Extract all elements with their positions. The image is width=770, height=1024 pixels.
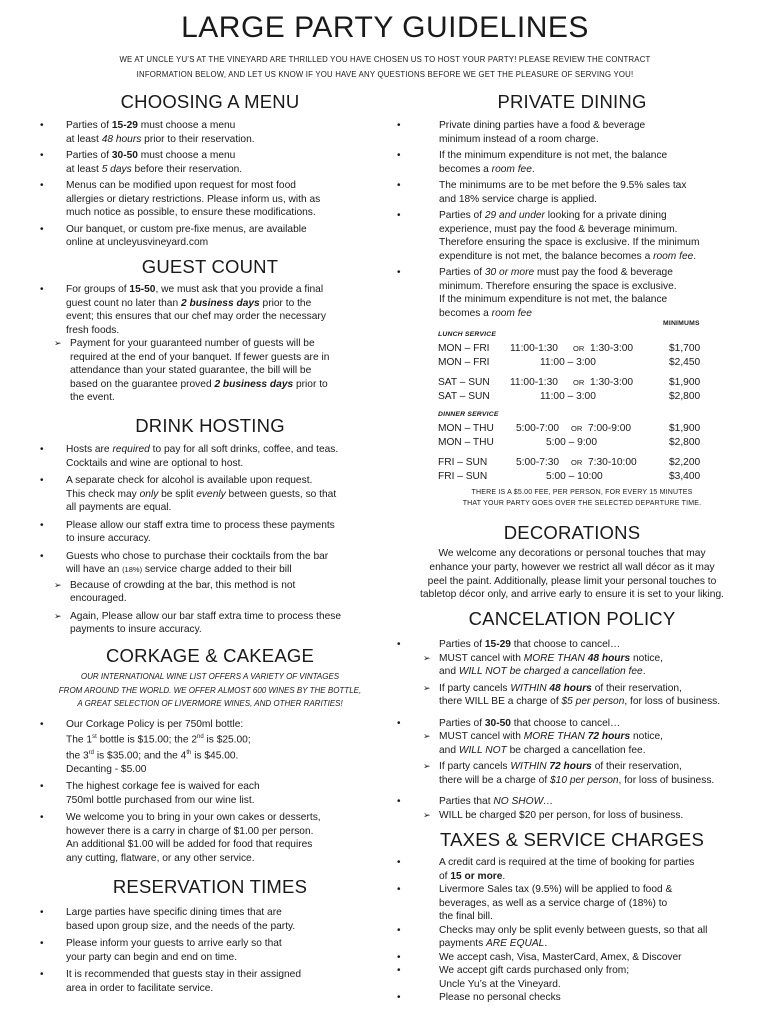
list-item: • Parties of 15-29 that choose to cancel… bbox=[397, 638, 747, 652]
list-item: • Menus can be modified upon request for most food allergies or dietary restrictions. Please inform us, with as much notice as possible, to ensure these modifications. bbox=[40, 179, 380, 220]
list-item: • The minimums are to be met before the 9.5% sales tax and 18% service charge is applied. bbox=[397, 179, 747, 206]
list-item: • Livermore Sales tax (9.5%) will be applied to food & beverages, as well as a service charge of (18%) to the final bill. bbox=[397, 883, 747, 924]
list-item: ➢ If party cancels WITHIN 48 hours of their reservation, there WILL BE a charge of $5 per person, for loss of business. bbox=[423, 682, 747, 709]
time-range: 11:00 – 3:00 bbox=[540, 391, 596, 402]
list-item: • We welcome you to bring in your own cakes or desserts, however there is a carry in charge of $1.00 per person. An additional $1.00 will be added for food that requires any cutting, flatware, or any other service. bbox=[40, 811, 380, 865]
dinner-service-label: DINNER SERVICE bbox=[438, 411, 499, 418]
day-range: FRI – SUN bbox=[438, 457, 488, 468]
schedule-row bbox=[438, 376, 708, 390]
time-slot: 5:00-7:30 bbox=[516, 457, 560, 468]
decorations-heading: DECORATIONS bbox=[503, 522, 641, 543]
list-item: • Hosts are required to pay for all soft drinks, coffee, and teas. Cocktails and wine are optional to host. bbox=[40, 443, 380, 470]
schedule-row bbox=[438, 456, 708, 470]
time-slot: 7:00-9:00 bbox=[588, 423, 632, 434]
list-item: • Please no personal checks bbox=[397, 991, 747, 1005]
schedule-row bbox=[438, 422, 708, 436]
list-item: ➢ If party cancels WITHIN 72 hours of their reservation, there will be a charge of $10 per person, for loss of business. bbox=[423, 760, 747, 787]
time-slot: 1:30-3:00 bbox=[590, 377, 634, 388]
list-item: • The highest corkage fee is waived for each 750ml bottle purchased from our wine list. bbox=[40, 780, 380, 807]
list-item: ➢ Again, Please allow our bar staff extra time to process these payments to insure accuracy. bbox=[54, 610, 380, 637]
list-item: ➢ WILL be charged $20 per person, for loss of business. bbox=[423, 809, 747, 823]
list-item: • A credit card is required at the time of booking for parties of 15 or more. bbox=[397, 856, 747, 883]
minimum-price: $2,450 bbox=[669, 357, 701, 368]
decorations-text: We welcome any decorations or personal touches that may enhance your party, however we restrict all wall décor as it may peel the paint. Additionally, please limit your personal touches to tabletop décor only, and arrive early to ensure it is set to your liking. bbox=[420, 548, 724, 601]
list-item: • A separate check for alcohol is available upon request. This check may only be split evenly between guests, so that all payments are equal. bbox=[40, 474, 380, 515]
list-item: ➢ MUST cancel with MORE THAN 72 hours notice, and WILL NOT be charged a cancellation fee. bbox=[423, 730, 747, 757]
list-item: ➢ MUST cancel with MORE THAN 48 hours notice, and WILL NOT be charged a cancellation fee. bbox=[423, 652, 747, 679]
list-item: • Parties of 29 and under looking for a private dining experience, must pay the food & beverage minimum. Therefore ensuring the space is exclusive. If the minimum expenditure is not met, the balance becomes a room fee. bbox=[397, 209, 747, 263]
list-item: • Parties that NO SHOW… bbox=[397, 795, 747, 809]
minimums-label: MINIMUMS bbox=[663, 320, 700, 327]
cancelation-section bbox=[397, 608, 747, 822]
schedule-row bbox=[438, 356, 708, 370]
list-item: • Parties of 30-50 must choose a menu at least 5 days before their reservation. bbox=[40, 149, 380, 176]
schedule-row bbox=[438, 390, 708, 404]
list-item: • Our banquet, or custom pre-fixe menus, are available online at uncleyusvineyard.com bbox=[40, 223, 380, 250]
list-item: • Please allow our staff extra time to process these payments to insure accuracy. bbox=[40, 519, 380, 546]
list-item: • If the minimum expenditure is not met, the balance becomes a room fee. bbox=[397, 149, 747, 176]
list-item: • Please inform your guests to arrive early so that your party can begin and end on time. bbox=[40, 937, 380, 964]
guest-count-heading: GUEST COUNT bbox=[141, 256, 279, 277]
reservation-heading: RESERVATION TIMES bbox=[112, 876, 308, 897]
day-range: MON – THU bbox=[438, 437, 494, 448]
lunch-service-label: LUNCH SERVICE bbox=[438, 331, 497, 338]
time-slot: 11:00-1:30 bbox=[510, 377, 558, 388]
corkage-intro-line: FROM AROUND THE WORLD. WE OFFER ALMOST 600 WINES BY THE BOTTLE, bbox=[58, 685, 362, 695]
drink-hosting-heading: DRINK HOSTING bbox=[135, 415, 285, 436]
page-title: LARGE PARTY GUIDELINES bbox=[181, 11, 589, 44]
fee-note: THERE IS A $5.00 FEE, PER PERSON, FOR EVERY 15 MINUTES THAT YOUR PARTY GOES OVER THE SELECTED DEPARTURE TIME. bbox=[462, 489, 702, 507]
day-range: MON – FRI bbox=[438, 357, 490, 368]
day-range: SAT – SUN bbox=[438, 391, 490, 402]
list-item: • We accept gift cards purchased only from; Uncle Yu’s at the Vineyard. bbox=[397, 964, 747, 991]
schedule-row bbox=[438, 470, 708, 484]
intro-line: INFORMATION BELOW, AND LET US KNOW IF YOU HAVE ANY QUESTIONS BEFORE WE GET THE PLEASURE OF SERVING YOU! bbox=[136, 70, 634, 79]
corkage-section bbox=[40, 645, 380, 865]
minimum-price: $3,400 bbox=[669, 471, 701, 482]
intro-line: WE AT UNCLE YU’S AT THE VINEYARD ARE THRILLED YOU HAVE CHOSEN US TO HOST YOUR PARTY! PLEASE REVIEW THE CONTRACT bbox=[119, 55, 651, 64]
list-item: • Large parties have specific dining times that are based upon group size, and the needs of the party. bbox=[40, 906, 380, 933]
list-item: • Our Corkage Policy is per 750ml bottle: The 1st bottle is $15.00; the 2nd is $25.00; the 3rd is $35.00; and the 4th is $45.00. Decanting - $5.00 bbox=[40, 718, 380, 777]
time-slot: 11:00-1:30 bbox=[510, 343, 558, 354]
choosing-menu-section bbox=[40, 91, 380, 250]
minimum-price: $1,900 bbox=[669, 423, 701, 434]
or-label: OR bbox=[571, 424, 583, 433]
list-item: • Parties of 30-50 that choose to cancel… bbox=[397, 717, 747, 731]
time-slot: 1:30-3:00 bbox=[590, 343, 634, 354]
time-slot: 5:00-7:00 bbox=[516, 423, 560, 434]
time-slot: 7:30-10:00 bbox=[588, 457, 637, 468]
time-range: 11:00 – 3:00 bbox=[540, 357, 596, 368]
list-item: • Checks may only be split evenly between guests, so that all payments ARE EQUAL. bbox=[397, 924, 747, 951]
corkage-heading: CORKAGE & CAKEAGE bbox=[106, 645, 314, 666]
list-item: • Parties of 30 or more must pay the food & beverage minimum. Therefore ensuring the space is exclusive. If the minimum expenditure is not met, the balance becomes a room fee bbox=[397, 266, 747, 320]
corkage-intro-line: OUR INTERNATIONAL WINE LIST OFFERS A VARIETY OF VINTAGES bbox=[80, 672, 340, 681]
list-item: • Guests who chose to purchase their cocktails from the bar will have an (18%) service charge added to their bill bbox=[40, 550, 380, 577]
list-item: • We accept cash, Visa, MasterCard, Amex, & Discover bbox=[397, 951, 747, 965]
day-range: FRI – SUN bbox=[438, 471, 488, 482]
lunch-schedule bbox=[438, 342, 708, 404]
time-range: 5:00 – 9:00 bbox=[546, 437, 597, 448]
list-item: • For groups of 15-50, we must ask that you provide a final guest count no later than 2 business days prior to the event; this ensures that our chef may order the necessary fresh foods. bbox=[40, 283, 380, 337]
corkage-intro-line: A GREAT SELECTION OF LIVERMORE WINES, AND OTHER RARITIES! bbox=[77, 699, 343, 708]
day-range: MON – THU bbox=[438, 423, 494, 434]
schedule-row bbox=[438, 342, 708, 356]
decorations-section bbox=[392, 522, 752, 602]
day-range: SAT – SUN bbox=[438, 377, 490, 388]
time-range: 5:00 – 10:00 bbox=[546, 471, 603, 482]
drink-hosting-section bbox=[40, 415, 380, 637]
or-label: OR bbox=[573, 344, 585, 353]
or-label: OR bbox=[573, 378, 585, 387]
dinner-schedule bbox=[438, 422, 708, 484]
list-item: ➢ Payment for your guaranteed number of guests will be required at the end of your banquet. If fewer guests are in attendance than your stated guarantee, the bill will be based on the guarantee proved 2 business days prior to the event. bbox=[54, 337, 380, 405]
private-dining-section bbox=[397, 91, 747, 320]
reservation-section bbox=[40, 876, 380, 995]
schedule-row bbox=[438, 436, 708, 450]
taxes-heading: TAXES & SERVICE CHARGES bbox=[439, 829, 704, 850]
or-label: OR bbox=[571, 458, 583, 467]
choosing-menu-heading: CHOOSING A MENU bbox=[120, 91, 300, 112]
minimum-price: $2,800 bbox=[669, 391, 701, 402]
private-dining-heading: PRIVATE DINING bbox=[497, 91, 647, 112]
guest-count-section bbox=[40, 256, 380, 405]
taxes-section bbox=[397, 829, 747, 1005]
list-item: • Private dining parties have a food & beverage minimum instead of a room charge. bbox=[397, 119, 747, 146]
list-item: • Parties of 15-29 must choose a menu at least 48 hours prior to their reservation. bbox=[40, 119, 380, 146]
day-range: MON – FRI bbox=[438, 343, 490, 354]
minimum-price: $1,700 bbox=[669, 343, 701, 354]
minimum-price: $2,200 bbox=[669, 457, 701, 468]
minimum-price: $1,900 bbox=[669, 377, 701, 388]
intro-text bbox=[80, 52, 690, 82]
list-item: ➢ Because of crowding at the bar, this method is not encouraged. bbox=[54, 579, 380, 606]
minimum-price: $2,800 bbox=[669, 437, 701, 448]
cancelation-heading: CANCELATION POLICY bbox=[468, 608, 676, 629]
list-item: • It is recommended that guests stay in their assigned area in order to facilitate service. bbox=[40, 968, 380, 995]
